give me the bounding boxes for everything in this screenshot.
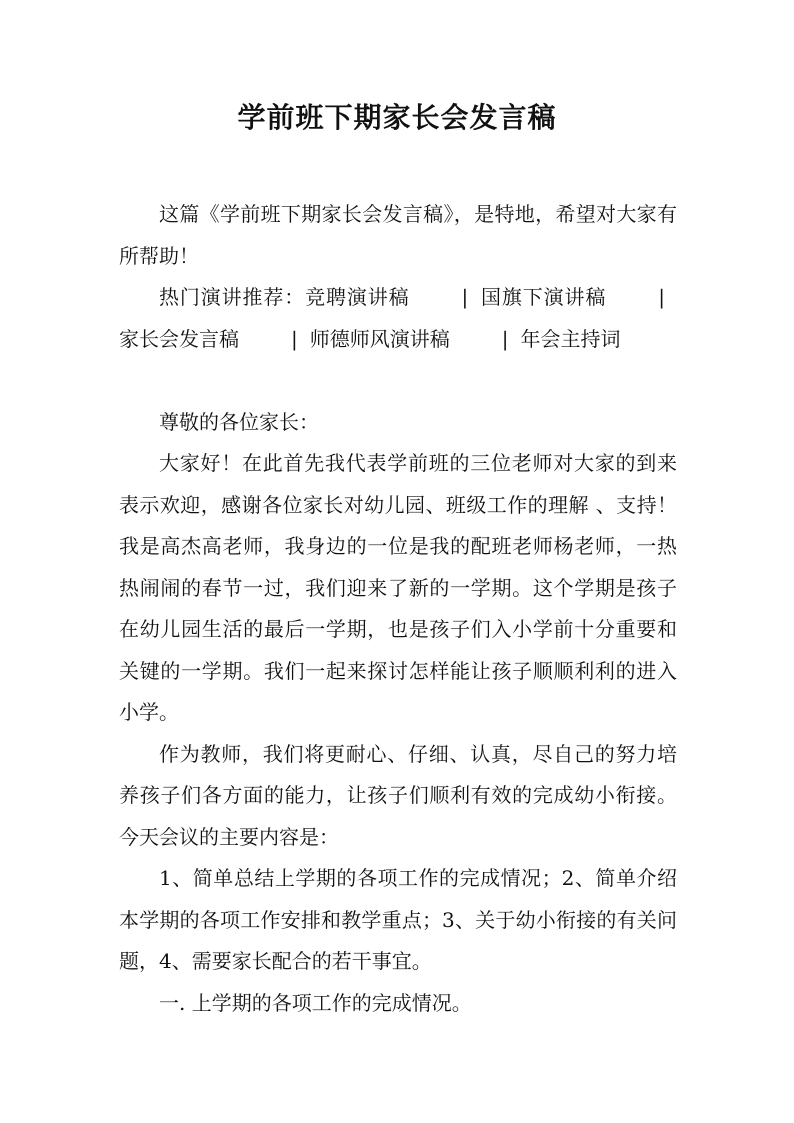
body-paragraph: 作为教师，我们将更耐心、仔细、认真，尽自己的努力培养孩子们各方面的能力，让孩子们顺利有效的完成幼小衔接。今天会议的主要内容是： [119, 741, 677, 849]
body-paragraph: 大家好！在此首先我代表学前班的三位老师对大家的到来表示欢迎，感谢各位家长对幼儿园、班级工作的理解 、支持！我是高杰高老师，我身边的一位是我的配班老师杨老师，一热热闹闹的春节一过，我们迎来了新的一学期。这个学期是孩子在幼儿园生活的最后一学期，也是孩子们入小学前十分重要和关键的一学期。我们一起来探讨怎样能让孩子顺顺利利的进入小学。 [119, 451, 677, 724]
blank-line [119, 360, 677, 402]
section-heading: 一. 上学期的各项工作的完成情况。 [159, 990, 472, 1015]
link-separator: | [501, 326, 509, 351]
hot-recommendations [119, 277, 677, 360]
document-body [119, 194, 677, 1024]
hot-link-1[interactable]: 竞聘演讲稿 [305, 285, 410, 309]
body-paragraph: 1、简单总结上学期的各项工作的完成情况；2、简单介绍本学期的各项工作安排和教学重点；3、关于幼小衔接的有关问题，4、需要家长配合的若干事宜。 [119, 866, 677, 973]
link-separator: | [658, 285, 666, 309]
hot-label: 热门演讲推荐： [159, 285, 306, 309]
hot-link-5[interactable]: 年会主持词 [520, 326, 621, 351]
intro-paragraph: 这篇《学前班下期家长会发言稿》，是特地，希望对大家有所帮助！ [119, 202, 677, 268]
hot-link-2[interactable]: 国旗下演讲稿 [480, 285, 607, 309]
document-title: 学前班下期家长会发言稿 [237, 101, 557, 134]
salutation: 尊敬的各位家长： [159, 409, 319, 434]
link-separator: | [461, 285, 469, 309]
link-separator: | [291, 326, 298, 351]
hot-link-3[interactable]: 家长会发言稿 [119, 326, 239, 351]
hot-link-4[interactable]: 师德师风演讲稿 [309, 326, 450, 351]
